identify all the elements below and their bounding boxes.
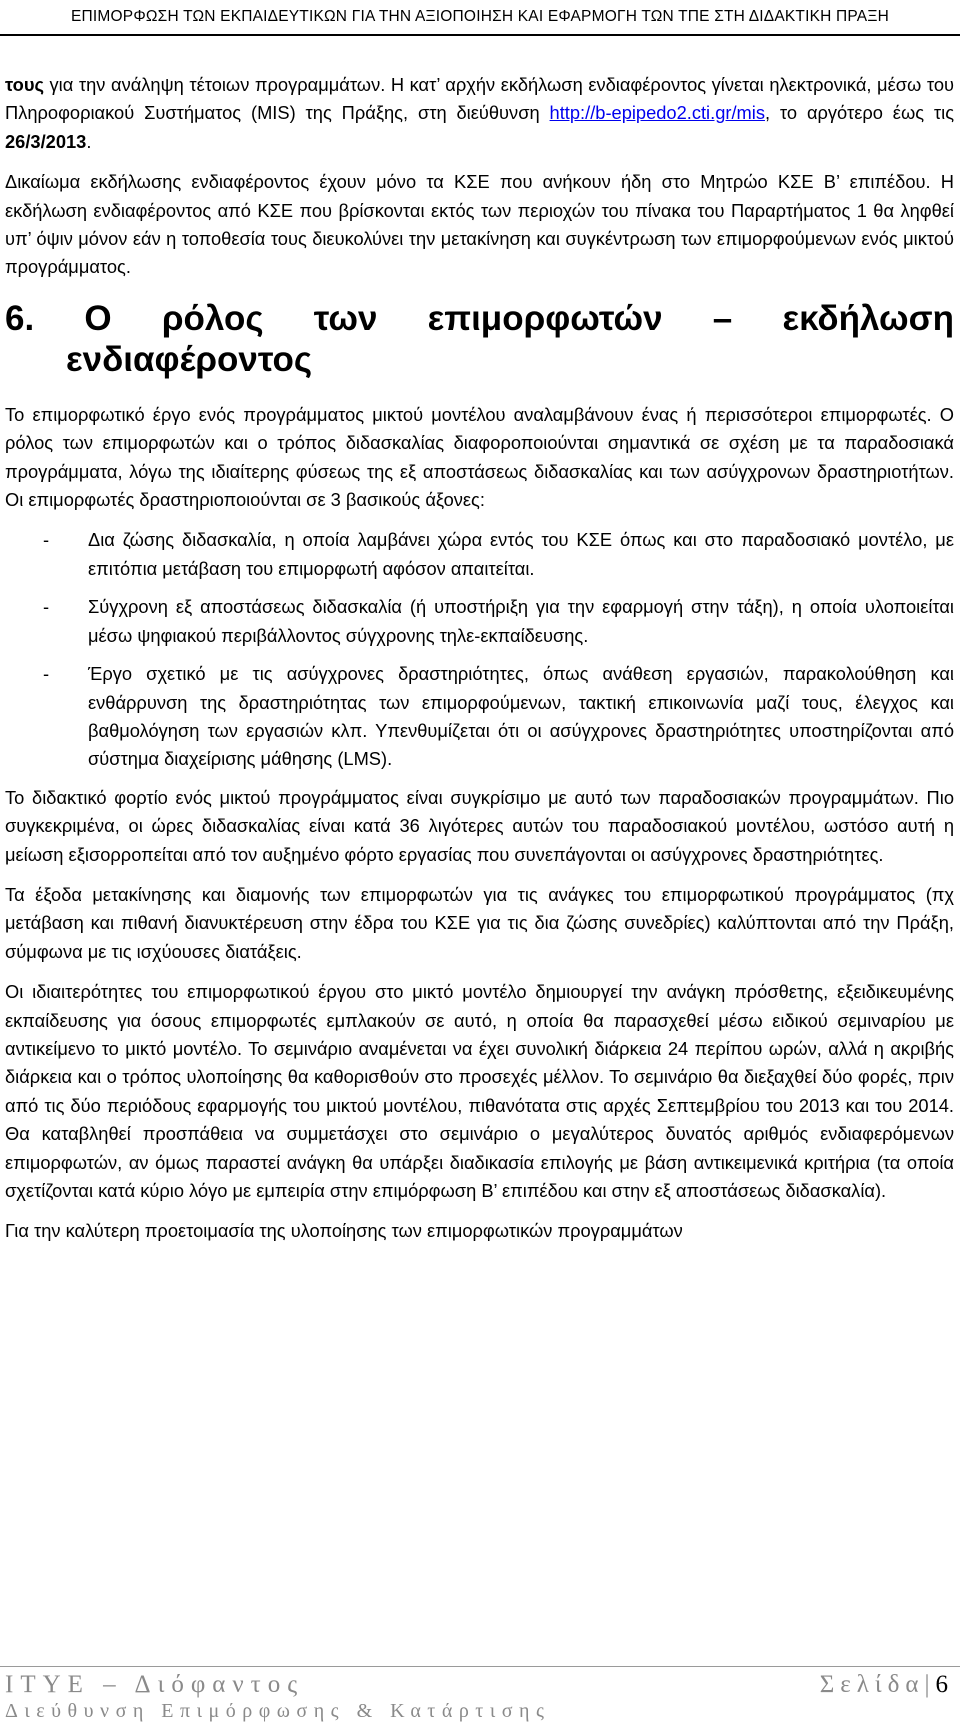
bold-lead-word: τους	[5, 74, 44, 95]
page-number: 6	[935, 1671, 948, 1698]
section-heading-line-2: ενδιαφέροντος	[66, 339, 313, 379]
section-heading-word: Ο	[84, 298, 112, 338]
paragraph-text: , το αργότερο έως τις	[764, 102, 955, 124]
dash-bullet: -	[43, 529, 50, 551]
mis-link[interactable]: http://b-epipedo2.cti.gr/mis	[549, 102, 765, 124]
list-item	[5, 660, 954, 774]
section-heading-word: ρόλος	[161, 298, 264, 338]
paragraph-seminar: Οι ιδιαιτερότητες του επιμορφωτικού έργου στο μικτό μοντέλο δημιουργεί την ανάγκη πρόσθετης, εξειδικευμένης εκπαίδευσης για όσους επιμορφωτές εμπλακούν σε αυτό, η οποία θα παρασχεθεί μέσω ειδικού σεμιναρίου με αντικείμενο το μικτό μοντέλο. Το σεμινάριο αναμένεται να έχει συνολική διάρκεια 24 περίπου ωρών, αλλά η ακριβής διάρκεια και ο τρόπος υλοποίησης θα καθορισθούν στο προσεχές μέλλον. Το σεμινάριο θα διεξαχθεί δύο φορές, πριν από τις δύο περιόδους εφαρμογής του μικτού μοντέλου, πιθανότατα στις αρχές Σεπτεμβρίου του 2013 και του 2014. Θα καταβληθεί προσπάθεια να συμμετάσχει στο σεμινάριο ο μεγαλύτερος δυνατός αριθμός ενδιαφερόμενων επιμορφωτών, αν όμως παραστεί ανάγκη θα υπάρξει διαδικασία επιλογής με βάση αντικειμενικά κριτήρια (τα οποία σχετίζονται κατά κύριο λόγο με εμπειρία στην επιμόρφωση Β’ επιπέδου και στην εξ αποστάσεως διδασκαλία).	[5, 981, 954, 1201]
list-item-text: Δια ζώσης διδασκαλία, η οποία λαμβάνει χώρα εντός του ΚΣΕ όπως και στο παραδοσιακό μοντέλο, με επιτόπια μετάβαση του επιμορφωτή αφόσον απαιτείται.	[88, 529, 954, 579]
paragraph-text: .	[86, 130, 92, 152]
section-heading-word: εκδήλωση	[782, 298, 954, 338]
paragraph-teaching-load: Το διδακτικό φορτίο ενός μικτού προγράμματος είναι συγκρίσιμο με αυτό των παραδοσιακών προγραμμάτων. Πιο συγκεκριμένα, οι ώρες διδασκαλίας είναι κατά 36 λιγότερες αυτών του παραδοσιακού μοντέλου, ωστόσο αυτή η μείωση εξισορροπείται από τον αυξημένο φόρτο εργασίας που συνεπάγονται οι ασύγχρονες δραστηριότητες.	[5, 786, 954, 865]
list-item	[5, 526, 954, 583]
list-item-text: Έργο σχετικό με τις ασύγχρονες δραστηριότητες, όπως ανάθεση εργασιών, παρακολούθηση και ενθάρρυνση της δραστηριότητας των επιμορφούμενων, τακτική επικοινωνία μαζί τους, έλεγχος και βαθμολόγηση των εργασιών κλπ. Υπενθυμίζεται ότι οι ασύγχρονες δραστηριότητες υποστηρίζονται από σύστημα διαχείρισης μάθησης (LMS).	[88, 663, 954, 770]
section-heading-word: των	[313, 298, 378, 338]
paragraph-eligibility: Δικαίωμα εκδήλωσης ενδιαφέροντος έχουν μόνο τα ΚΣΕ που ανήκουν ήδη στο Μητρώο ΚΣΕ Β’ επιπέδου. Η εκδήλωση ενδιαφέροντος από ΚΣΕ που βρίσκονται εκτός των περιοχών του πίνακα του Παραρτήματος 1 θα ληφθεί υπ’ όψιν μόνον εάν η τοποθεσία τους διευκολύνει την μετακίνηση και συγκέντρωση των επιμορφούμενων ενός μικτού προγράμματος.	[5, 171, 954, 278]
dash-bullet: -	[43, 663, 50, 685]
paragraph-travel-expenses: Τα έξοδα μετακίνησης και διαμονής των επιμορφωτών για τις ανάγκες του επιμορφωτικού προγράμματος (πχ μετάβαση και πιθανή διανυκτέρευση στην έδρα του ΚΣΕ για τις δια ζώσης συνεδρίες) καλύπτονται από την Πράξη, σύμφωνα με τις ισχύουσες διατάξεις.	[5, 883, 954, 962]
page-footer	[0, 1666, 960, 1727]
list-item	[5, 593, 954, 650]
section-heading	[5, 298, 954, 380]
paragraph-trainer-role: Το επιμορφωτικό έργο ενός προγράμματος μικτού μοντέλου αναλαμβάνουν ένας ή περισσότεροι επιμορφωτές. Ο ρόλος των επιμορφωτών και ο τρόπος διδασκαλίας διαφοροποιούνται σημαντικά σε σχέση με τα παραδοσιακά προγράμματα, λόγω της ιδιαίτερης φύσεως της εξ αποστάσεως διδασκαλίας και των ασύγχρονων δραστηριοτήτων. Οι επιμορφωτές δραστηριοποιούνται σε 3 βασικούς άξονες:	[5, 403, 954, 511]
section-heading-line-1	[5, 298, 954, 339]
dash-bullet: -	[43, 596, 50, 618]
list-item-text: Σύγχρονη εξ αποστάσεως διδασκαλία (ή υποστήριξη για την εφαρμογή στην τάξη), η οποία υλοποιείται μέσω ψηφιακού περιβάλλοντος σύγχρονης τηλε-εκπαίδευσης.	[88, 596, 954, 646]
section-heading-word: –	[712, 298, 733, 338]
deadline-date: 26/3/2013	[5, 130, 87, 152]
footer-organization: ΙΤΥΕ – Διόφαντος	[5, 1671, 305, 1698]
footer-page-indicator	[820, 1671, 948, 1699]
page-body	[5, 71, 954, 1258]
footer-department: Διεύθυνση Επιμόρφωσης & Κατάρτισης	[5, 1700, 551, 1722]
section-number: 6.	[5, 298, 35, 338]
page-separator: |	[924, 1671, 936, 1698]
paragraph-application-deadline	[5, 71, 954, 156]
section-heading-word: επιμορφωτών	[427, 298, 663, 338]
running-header: ΕΠΙΜΟΡΦΩΣΗ ΤΩΝ ΕΚΠΑΙΔΕΥΤΙΚΩΝ ΓΙΑ ΤΗΝ ΑΞΙΟΠΟΙΗΣΗ ΚΑΙ ΕΦΑΡΜΟΓΗ ΤΩΝ ΤΠΕ ΣΤΗ ΔΙΔΑΚΤΙΚΗ ΠΡΑΞΗ	[0, 0, 960, 36]
paragraph-text: για την ανάληψη τέτοιων προγραμμάτων. Η κατ’ αρχήν εκδήλωση ενδιαφέροντος γίνεται ηλεκτρονικά, μέσω του Πληροφοριακού Συστήματος (MIS) της Πράξης, στη διεύθυνση	[5, 74, 954, 124]
page-label: Σελίδα	[819, 1671, 925, 1698]
axes-list	[5, 526, 954, 773]
paragraph-preparation: Για την καλύτερη προετοιμασία της υλοποίησης των επιμορφωτικών προγραμμάτων	[5, 1220, 683, 1242]
